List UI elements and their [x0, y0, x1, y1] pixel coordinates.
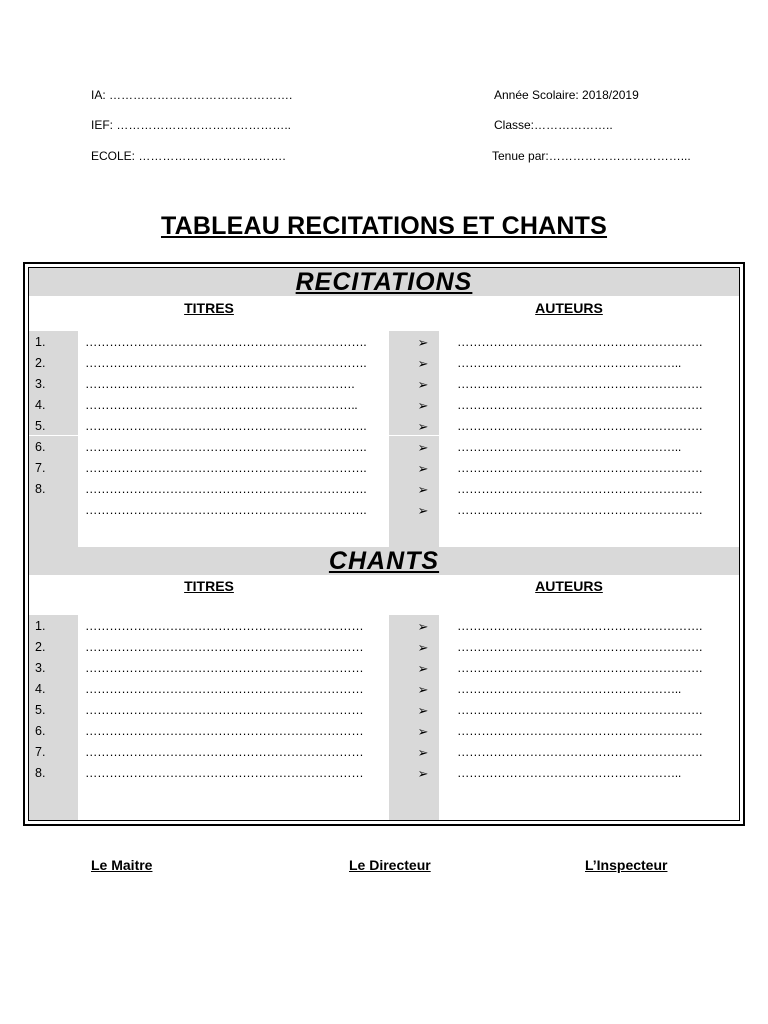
chants-titres-header: TITRES	[184, 578, 234, 594]
titre-dots: ……………………………………………………………	[85, 766, 364, 780]
arrow-bullet-icon: ➢	[417, 440, 429, 455]
titre-dots: ……………………………………………………………	[85, 619, 364, 633]
row-number: 4.	[35, 398, 46, 412]
list-item	[29, 763, 739, 784]
tenue-par-field: Tenue par:……………………………...	[492, 149, 691, 163]
auteur-dots: …………………………………………………….	[457, 335, 703, 349]
titre-dots: …………………………………………………………..	[85, 398, 358, 412]
titre-dots: …………………………………………………………….	[85, 356, 367, 370]
table-inner	[28, 267, 740, 821]
row-number: 5.	[35, 703, 46, 717]
signature-maitre: Le Maitre	[91, 857, 153, 873]
chants-heading: CHANTS	[29, 547, 739, 575]
arrow-bullet-icon: ➢	[417, 640, 429, 655]
arrow-bullet-icon: ➢	[417, 419, 429, 434]
arrow-bullet-icon: ➢	[417, 619, 429, 634]
arrow-bullet-icon: ➢	[417, 398, 429, 413]
row-number: 8.	[35, 482, 46, 496]
list-item	[29, 374, 739, 395]
list-item	[29, 742, 739, 763]
row-number: 2.	[35, 356, 46, 370]
recitations-titres-header: TITRES	[184, 300, 234, 316]
arrow-bullet-icon: ➢	[417, 503, 429, 518]
auteur-dots: …………………………………………………….	[457, 724, 703, 738]
row-number: 1.	[35, 335, 46, 349]
auteur-dots: ………………………………………………..	[457, 440, 681, 454]
list-item	[29, 500, 739, 521]
list-item	[29, 416, 739, 437]
signature-directeur: Le Directeur	[349, 857, 431, 873]
annee-scolaire: Année Scolaire: 2018/2019	[494, 88, 639, 102]
auteur-dots: …………………………………………………….	[457, 398, 703, 412]
arrow-bullet-icon: ➢	[417, 335, 429, 350]
auteur-dots: …………………………………………………….	[457, 482, 703, 496]
ia-field: IA: ……………………………………….	[91, 88, 293, 102]
arrow-bullet-icon: ➢	[417, 661, 429, 676]
ecole-field: ECOLE: ……………………………….	[91, 149, 286, 163]
classe-field: Classe:………………..	[494, 118, 613, 132]
auteur-dots: …………………………………………………….	[457, 745, 703, 759]
row-number: 8.	[35, 766, 46, 780]
list-item	[29, 679, 739, 700]
arrow-bullet-icon: ➢	[417, 766, 429, 781]
auteur-dots: …………………………………………………….	[457, 377, 703, 391]
auteur-dots: ………………………………………………..	[457, 682, 681, 696]
titre-dots: ………………………………………………………….	[85, 377, 355, 391]
recitations-heading: RECITATIONS	[29, 268, 739, 296]
titre-dots: …………………………………………………………….	[85, 503, 367, 517]
row-number: 7.	[35, 745, 46, 759]
arrow-bullet-icon: ➢	[417, 703, 429, 718]
arrow-bullet-icon: ➢	[417, 461, 429, 476]
row-number: 3.	[35, 377, 46, 391]
row-number: 5.	[35, 419, 46, 433]
auteur-dots: …………………………………………………….	[457, 703, 703, 717]
titre-dots: …………………………………………………………….	[85, 419, 367, 433]
list-item	[29, 637, 739, 658]
row-number: 3.	[35, 661, 46, 675]
document-title: TABLEAU RECITATIONS ET CHANTS	[160, 212, 608, 240]
row-number: 7.	[35, 461, 46, 475]
auteur-dots: …………………………………………………….	[457, 419, 703, 433]
row-number: 2.	[35, 640, 46, 654]
chants-auteurs-header: AUTEURS	[535, 578, 603, 594]
titre-dots: ……………………………………………………………	[85, 703, 364, 717]
auteur-dots: …………………………………………………….	[457, 640, 703, 654]
titre-dots: …………………………………………………………….	[85, 461, 367, 475]
arrow-bullet-icon: ➢	[417, 377, 429, 392]
auteur-dots: …………………………………………………….	[457, 461, 703, 475]
row-number: 6.	[35, 440, 46, 454]
row-number: 1.	[35, 619, 46, 633]
recitations-auteurs-header: AUTEURS	[535, 300, 603, 316]
list-item	[29, 479, 739, 500]
arrow-bullet-icon: ➢	[417, 482, 429, 497]
list-item	[29, 721, 739, 742]
row-number: 4.	[35, 682, 46, 696]
arrow-bullet-icon: ➢	[417, 745, 429, 760]
auteur-dots: …………………………………………………….	[457, 503, 703, 517]
titre-dots: ……………………………………………………………	[85, 640, 364, 654]
titre-dots: …………………………………………………………….	[85, 335, 367, 349]
list-item	[29, 658, 739, 679]
ief-field: IEF: ……………………………………..	[91, 118, 292, 132]
signature-inspecteur: L’Inspecteur	[585, 857, 668, 873]
list-item	[29, 332, 739, 353]
arrow-bullet-icon: ➢	[417, 724, 429, 739]
arrow-bullet-icon: ➢	[417, 682, 429, 697]
titre-dots: ……………………………………………………………	[85, 682, 364, 696]
titre-dots: …………………………………………………………….	[85, 440, 367, 454]
list-item	[29, 353, 739, 374]
titre-dots: ……………………………………………………………	[85, 745, 364, 759]
list-item	[29, 616, 739, 637]
list-item	[29, 700, 739, 721]
auteur-dots: …………………………………………………….	[457, 661, 703, 675]
titre-dots: ……………………………………………………………	[85, 661, 364, 675]
auteur-dots: ………………………………………………..	[457, 766, 681, 780]
table-frame	[23, 262, 745, 826]
auteur-dots: ………………………………………………..	[457, 356, 681, 370]
arrow-bullet-icon: ➢	[417, 356, 429, 371]
auteur-dots: …………………………………………………….	[457, 619, 703, 633]
row-number: 6.	[35, 724, 46, 738]
titre-dots: ……………………………………………………………	[85, 724, 364, 738]
titre-dots: …………………………………………………………….	[85, 482, 367, 496]
list-item	[29, 458, 739, 479]
list-item	[29, 437, 739, 458]
list-item	[29, 395, 739, 416]
